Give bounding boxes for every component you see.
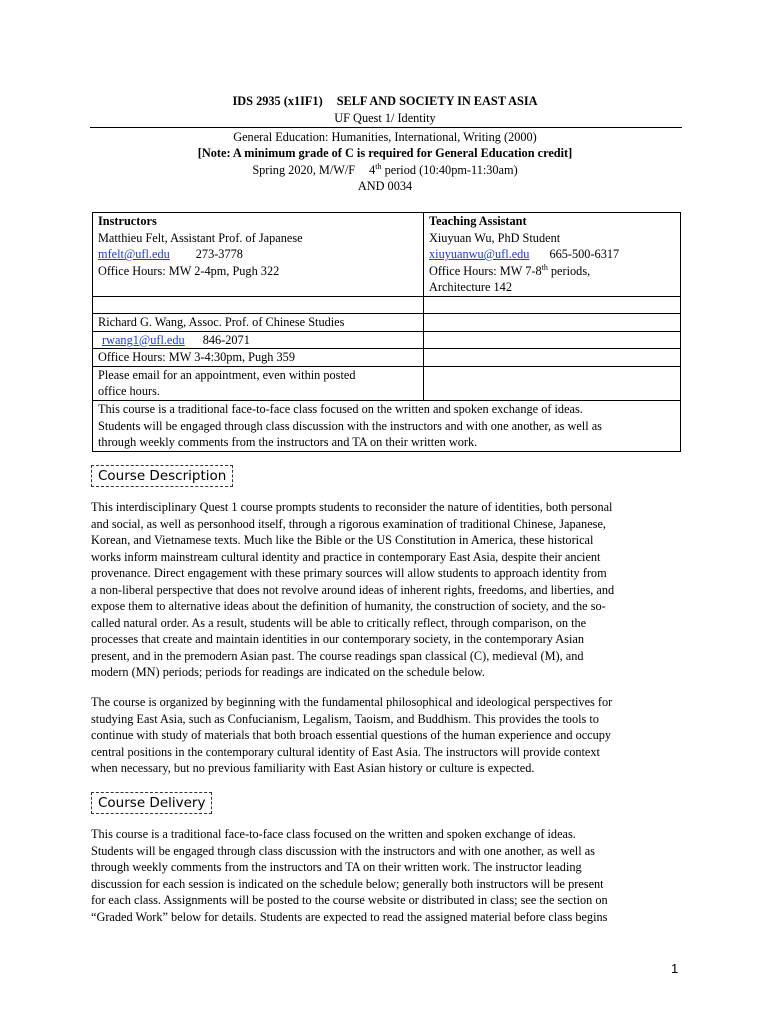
ta-heading: Teaching Assistant bbox=[429, 214, 527, 228]
text-line: “Graded Work” below for details. Students are expected to read the assigned material before class begins bbox=[91, 909, 608, 924]
table-row bbox=[93, 296, 681, 313]
instructor1-hours: Office Hours: MW 2-4pm, Pugh 322 bbox=[98, 263, 280, 278]
text-line: called natural order. As a result, students will be able to critically reflect, through comparison, on the bbox=[91, 615, 587, 630]
instructor1-email-link[interactable]: mfelt@ufl.edu bbox=[98, 247, 170, 262]
instructor2-contact bbox=[98, 332, 423, 349]
quest-line: UF Quest 1/ Identity bbox=[334, 111, 436, 125]
text-line: for each class. Assignments will be posted to the course website or distributed in class; see the section on bbox=[91, 893, 608, 907]
text-line: This course is a traditional face-to-face class focused on the written and spoken exchange of ideas. bbox=[91, 827, 576, 841]
text-line: works inform mainstream cultural identity and practice in contemporary East Asia, despite their ancient bbox=[91, 549, 601, 564]
course-description-heading: Course Description bbox=[91, 465, 233, 487]
course-delivery-heading: Course Delivery bbox=[91, 792, 212, 814]
text-line: The course is organized by beginning with the fundamental philosophical and ideological perspectives for bbox=[91, 695, 613, 709]
empty-cell bbox=[424, 366, 681, 400]
delivery-summary-cell bbox=[93, 400, 681, 451]
empty-cell bbox=[424, 313, 681, 331]
text-line: when necessary, but no previous familiarity with East Asian history or culture is expected. bbox=[91, 761, 535, 775]
term-line bbox=[90, 162, 680, 179]
gen-ed-line: General Education: Humanities, International, Writing (2000) bbox=[233, 130, 537, 144]
text-line: present, and in the premodern Asian past. The course readings span classical (C), medieval (M), and bbox=[91, 648, 584, 663]
ta-name: Xiuyuan Wu, PhD Student bbox=[429, 230, 561, 245]
empty-cell bbox=[424, 331, 681, 349]
delivery-summary-line: Students will be engaged through class discussion with the instructors and with one another, as well as bbox=[98, 418, 602, 433]
empty-cell bbox=[93, 296, 424, 313]
table-row bbox=[93, 366, 681, 400]
course-code: IDS 2935 (x1IF1) bbox=[232, 94, 323, 108]
course-description-paragraph-2 bbox=[91, 694, 683, 777]
text-line: and social, as well as personhood itself, through a rigorous examination of traditional Chinese, Japanese, bbox=[91, 516, 606, 531]
instructors-heading: Instructors bbox=[98, 214, 157, 228]
instructor-info-table bbox=[92, 212, 681, 452]
instructor2-contact-cell bbox=[93, 331, 424, 349]
text-line: continue with study of materials that both broach essential questions of the human experience and occupy bbox=[91, 728, 612, 742]
text-line: through weekly comments from the instructors and TA on their written work. The instructor leading bbox=[91, 860, 582, 874]
course-title: SELF AND SOCIETY IN EAST ASIA bbox=[336, 94, 538, 108]
appointment-cell bbox=[93, 366, 424, 400]
period-number: 4 bbox=[369, 163, 376, 177]
term-days: Spring 2020, M/W/F bbox=[252, 163, 356, 177]
appointment-line-2: office hours. bbox=[98, 384, 160, 399]
header-rule bbox=[90, 127, 682, 128]
text-line: expose them to alternative ideas about the definition of humanity, the construction of society, and the so- bbox=[91, 599, 606, 613]
table-row bbox=[93, 349, 681, 367]
table-row bbox=[93, 213, 681, 297]
instructor1-name: Matthieu Felt, Assistant Prof. of Japanese bbox=[98, 230, 303, 245]
text-line: modern (MN) periods; periods for readings are indicated on the schedule below. bbox=[91, 665, 485, 679]
instructor2-email-link[interactable]: rwang1@ufl.edu bbox=[102, 332, 185, 347]
grade-note: [Note: A minimum grade of C is required for General Education credit] bbox=[197, 146, 573, 160]
room-line: AND 0034 bbox=[357, 179, 413, 193]
table-row bbox=[93, 400, 681, 451]
text-line: Korean, and Vietnamese texts. Much like the Bible or the US Constitution in America, these historical bbox=[91, 533, 594, 547]
ta-location: Architecture 142 bbox=[429, 280, 512, 295]
instructor2-phone: 846-2071 bbox=[202, 332, 250, 347]
instructor2-hours: Office Hours: MW 3-4:30pm, Pugh 359 bbox=[98, 350, 295, 365]
ta-email-link[interactable]: xiuyuanwu@ufl.edu bbox=[429, 247, 530, 262]
instructor1-phone: 273-3778 bbox=[195, 247, 243, 262]
ta-cell bbox=[424, 213, 681, 297]
ta-hours bbox=[429, 263, 680, 280]
appointment-line-1: Please email for an appointment, even within posted bbox=[98, 367, 356, 382]
delivery-summary-line: This course is a traditional face-to-face class focused on the written and spoken exchange of ideas. bbox=[98, 401, 583, 416]
page-number: 1 bbox=[671, 961, 679, 976]
table-row bbox=[93, 331, 681, 349]
delivery-summary-line: through weekly comments from the instructors and TA on their written work. bbox=[98, 435, 478, 450]
course-title-line bbox=[90, 93, 680, 110]
text-line: central positions in the contemporary cultural identity of East Asia. The instructors will provide context bbox=[91, 744, 600, 759]
period-suffix: th bbox=[375, 162, 382, 171]
ta-hours-text: Office Hours: MW 7-8 bbox=[429, 263, 542, 278]
text-line: provenance. Direct engagement with these primary sources will allow students to approach identity from bbox=[91, 566, 607, 580]
period-time: period (10:40pm-11:30am) bbox=[381, 163, 518, 177]
text-line: Students will be engaged through class discussion with the instructors and with one another, as well as bbox=[91, 843, 595, 858]
instructor2-name: Richard G. Wang, Assoc. Prof. of Chinese Studies bbox=[98, 314, 345, 329]
ta-hours-suffix: periods, bbox=[547, 263, 591, 278]
instructor1-contact bbox=[98, 246, 423, 263]
course-description-paragraph-1 bbox=[91, 499, 683, 681]
ta-hours-sup: th bbox=[541, 262, 548, 272]
ta-contact bbox=[429, 246, 680, 263]
course-delivery-paragraph bbox=[91, 826, 683, 925]
instructor2-hours-cell bbox=[93, 349, 424, 367]
text-line: processes that create and maintain identities in our contemporary society, in the contemporary Asian bbox=[91, 632, 584, 646]
ta-phone: 665-500-6317 bbox=[549, 247, 620, 262]
instructor2-name-cell bbox=[93, 313, 424, 331]
empty-cell bbox=[424, 296, 681, 313]
text-line: studying East Asia, such as Confucianism, Legalism, Taoism, and Buddhism. This provides the tools to bbox=[91, 711, 599, 726]
text-line: a non-liberal perspective that does not revolve around ideas of inherent rights, freedoms, and liberties, and bbox=[91, 582, 615, 597]
empty-cell bbox=[424, 349, 681, 367]
table-row bbox=[93, 313, 681, 331]
text-line: discussion for each session is indicated on the schedule below; generally both instructors will be present bbox=[91, 876, 604, 891]
text-line: This interdisciplinary Quest 1 course prompts students to reconsider the nature of identities, both personal bbox=[91, 500, 613, 514]
instructor1-cell bbox=[93, 213, 424, 297]
